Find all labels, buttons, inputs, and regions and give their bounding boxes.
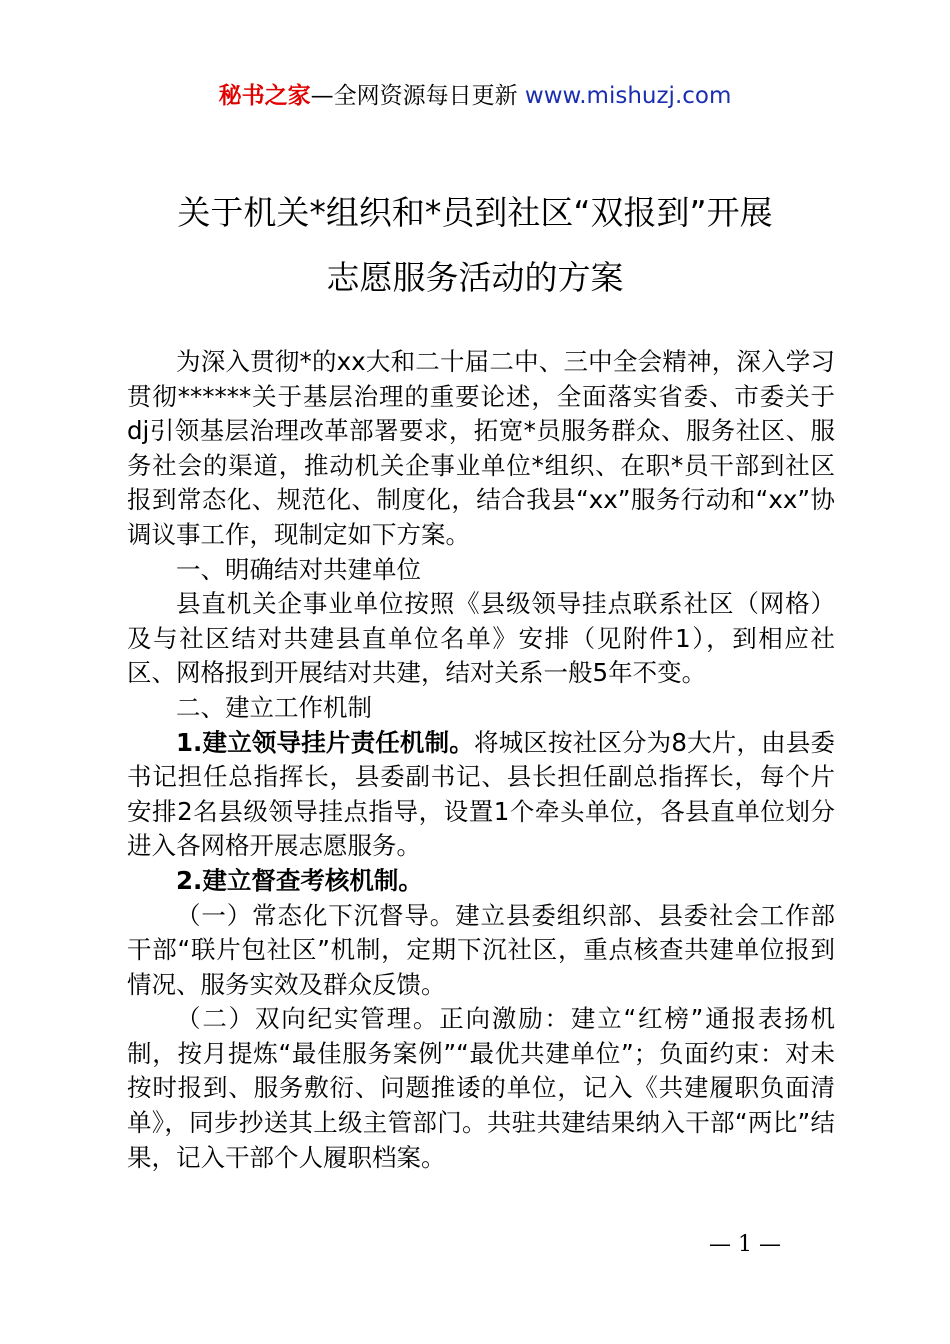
document-body	[127, 345, 835, 1175]
header-separator: —	[310, 83, 334, 109]
section-1-paragraph: 县直机关企事业单位按照《县级领导挂点联系社区（网格）及与社区结对共建县直单位名单》安排（见附件1），到相应社区、网格报到开展结对共建，结对关系一般5年不变。	[127, 589, 835, 688]
subsection-2-paragraph: （二）双向纪实管理。正向激励：建立“红榜”通报表扬机制，按月提炼“最佳服务案例”“最优共建单位”；负面约束：对未按时报到、服务敷衍、问题推诿的单位，记入《共建履职负面清单》，同步抄送其上级主管部门。共驻共建结果纳入干部“两比”结果，记入干部个人履职档案。	[127, 1004, 835, 1172]
section-heading-1: 一、明确结对共建单位	[176, 554, 421, 584]
document-title-line-2: 志愿服务活动的方案	[326, 258, 624, 297]
mechanism-1-text: 将城区按社区分为8大片，由县委书记担任总指挥长，县委副书记、县长担任副总指挥长，每个片安排2名县级领导挂点指导，设置1个牵头单位，各县直单位划分进入各网格开展志愿服务。	[127, 727, 835, 861]
header-tagline: 全网资源每日更新	[333, 83, 525, 109]
document-title-line-1: 关于机关*组织和*员到社区“双报到”开展	[177, 193, 773, 232]
page-number: — 1 —	[709, 1232, 781, 1257]
section-heading-2: 二、建立工作机制	[176, 692, 372, 722]
site-url-link[interactable]: www.mishuzj.com	[524, 83, 732, 109]
mechanism-1-paragraph	[127, 726, 835, 864]
site-header	[0, 80, 950, 112]
mechanism-2-paragraph	[127, 864, 835, 899]
mechanism-2-heading: 2.建立督查考核机制。	[176, 865, 423, 895]
mechanism-1-heading: 1.建立领导挂片责任机制。	[176, 727, 474, 757]
site-brand: 秘书之家	[218, 83, 311, 109]
intro-paragraph: 为深入贯彻*的xx大和二十届二中、三中全会精神，深入学习贯彻******关于基层治理的重要论述，全面落实省委、市委关于dj引领基层治理改革部署要求，拓宽*员服务群众、服务社区、服务社会的渠道，推动机关企事业单位*组织、在职*员干部到社区报到常态化、规范化、制度化，结合我县“xx”服务行动和“xx”协调议事工作，现制定如下方案。	[127, 347, 835, 549]
subsection-1-paragraph: （一）常态化下沉督导。建立县委组织部、县委社会工作部干部“联片包社区”机制，定期下沉社区，重点核查共建单位报到情况、服务实效及群众反馈。	[127, 900, 835, 999]
